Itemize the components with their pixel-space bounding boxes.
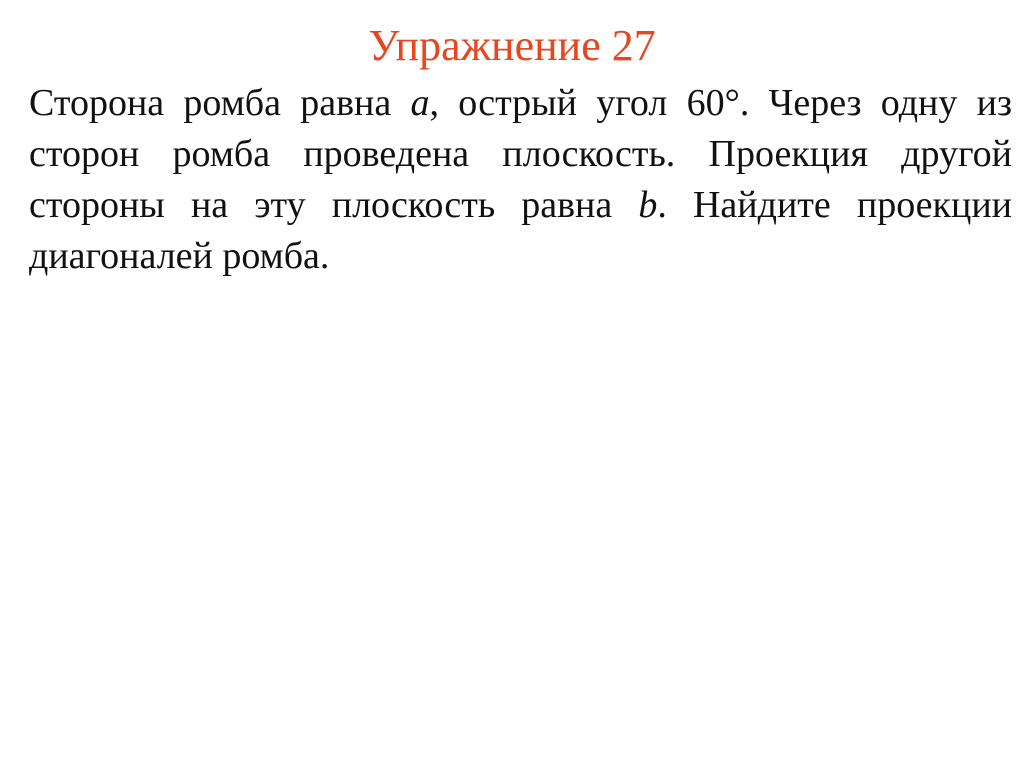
slide-title: Упражнение 27 — [368, 21, 656, 70]
variable-a: a — [410, 82, 430, 124]
variable-b: b — [638, 184, 658, 226]
problem-text-part-3: . Найдите проекции диагоналей ромба. — [29, 184, 1012, 277]
problem-text — [29, 78, 1012, 282]
problem-text-part-2: , острый угол 60°. Через одну из сторон ромба проведена плоскость. Проекция другой стороны на эту плоскость равна — [29, 82, 1012, 226]
problem-text-part-1: Сторона ромба равна — [29, 82, 411, 124]
